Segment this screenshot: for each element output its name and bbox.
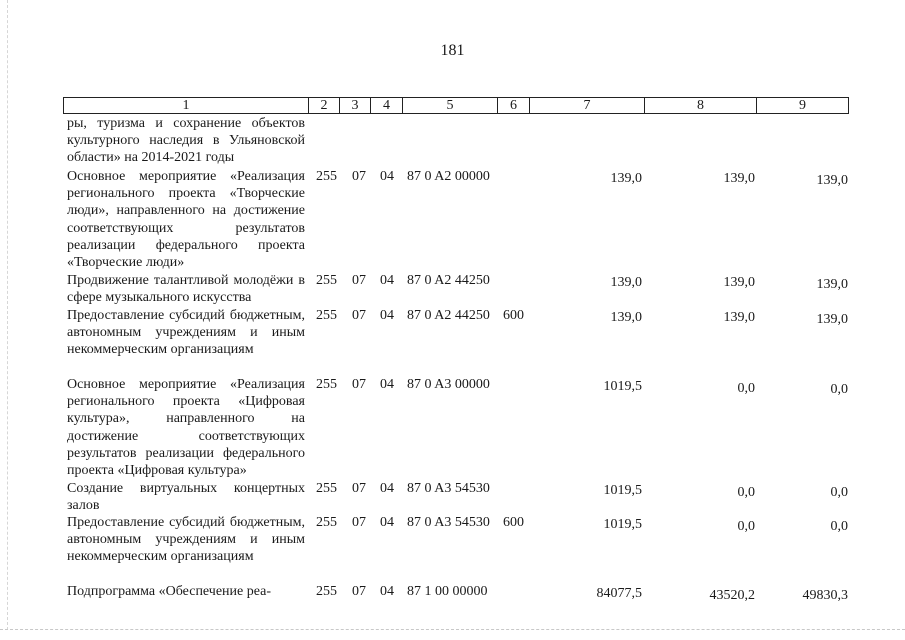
header-col-8: 8 (645, 98, 757, 113)
row-value-col8: 0,0 (737, 485, 755, 500)
row-value-col9: 139,0 (816, 173, 848, 188)
row-cs-code: 87 0 A2 44250 (407, 273, 490, 288)
row-value-col9: 49830,3 (802, 588, 848, 603)
row-value-col9: 139,0 (816, 312, 848, 327)
header-col-1: 1 (64, 98, 309, 113)
row-name: Основное мероприятие «Реализация регионального проекта «Творческие люди», направленного на достижение соответствующих результатов реализации федерального проекта «Творческие люди» (67, 169, 305, 271)
row-cs-code: 87 1 00 00000 (407, 584, 488, 599)
row-pr-code: 04 (380, 308, 394, 323)
row-name: ры, туризма и сохранение объектов культурного наследия в Ульяновской области» на 2014-2021 годы (67, 116, 305, 166)
row-gr-code: 255 (316, 169, 337, 184)
row-rz-code: 07 (352, 481, 366, 496)
row-name: Основное мероприятие «Реализация регионального проекта «Цифровая культура», направленного на достижение соответствующих результатов реализации федерального проекта «Цифровая культура» (67, 377, 305, 479)
row-value-col8: 139,0 (723, 171, 755, 186)
row-name: Продвижение талантливой молодёжи в сфере музыкального искусства (67, 273, 305, 306)
row-pr-code: 04 (380, 584, 394, 599)
row-gr-code: 255 (316, 273, 337, 288)
row-pr-code: 04 (380, 481, 394, 496)
row-gr-code: 255 (316, 584, 337, 599)
table-header-row (63, 97, 849, 114)
row-value-col9: 0,0 (830, 485, 848, 500)
row-value-col8: 43520,2 (709, 588, 755, 603)
row-rz-code: 07 (352, 273, 366, 288)
row-pr-code: 04 (380, 273, 394, 288)
row-value-col8: 0,0 (737, 381, 755, 396)
row-rz-code: 07 (352, 377, 366, 392)
row-cs-code: 87 0 A3 54530 (407, 481, 490, 496)
row-cs-code: 87 0 A3 00000 (407, 377, 490, 392)
row-rz-code: 07 (352, 584, 366, 599)
header-col-4: 4 (371, 98, 403, 113)
row-value-col7: 84077,5 (596, 586, 642, 601)
row-pr-code: 04 (380, 169, 394, 184)
header-col-5: 5 (403, 98, 498, 113)
row-gr-code: 255 (316, 377, 337, 392)
row-gr-code: 255 (316, 515, 337, 530)
header-col-7: 7 (530, 98, 645, 113)
row-value-col9: 0,0 (830, 519, 848, 534)
row-cs-code: 87 0 A3 54530 (407, 515, 490, 530)
row-vr-code: 600 (503, 308, 524, 323)
header-col-2: 2 (309, 98, 340, 113)
row-value-col8: 139,0 (723, 310, 755, 325)
row-name: Подпрограмма «Обеспечение реа- (67, 584, 272, 599)
row-cs-code: 87 0 A2 44250 (407, 308, 490, 323)
row-rz-code: 07 (352, 515, 366, 530)
row-gr-code: 255 (316, 481, 337, 496)
row-vr-code: 600 (503, 515, 524, 530)
scan-left-edge (7, 0, 8, 630)
header-col-6: 6 (498, 98, 530, 113)
row-value-col9: 0,0 (830, 382, 848, 397)
row-value-col8: 0,0 (737, 519, 755, 534)
scan-bottom-edge (0, 629, 905, 630)
row-cs-code: 87 0 A2 00000 (407, 169, 490, 184)
row-gr-code: 255 (316, 308, 337, 323)
row-value-col8: 139,0 (723, 275, 755, 290)
page-number: 181 (440, 42, 465, 59)
row-rz-code: 07 (352, 169, 366, 184)
row-name: Создание виртуальных концертных залов (67, 481, 305, 514)
header-col-3: 3 (340, 98, 371, 113)
row-name: Предоставление субсидий бюджетным, автономным учреждениям и иным некоммерческим организациям (67, 308, 305, 358)
row-pr-code: 04 (380, 377, 394, 392)
row-value-col7: 1019,5 (603, 483, 642, 498)
row-name: Предоставление субсидий бюджетным, автономным учреждениям и иным некоммерческим организациям (67, 515, 305, 565)
row-rz-code: 07 (352, 308, 366, 323)
row-value-col7: 1019,5 (603, 379, 642, 394)
row-value-col7: 139,0 (610, 171, 642, 186)
row-value-col7: 1019,5 (603, 517, 642, 532)
row-value-col9: 139,0 (816, 277, 848, 292)
row-value-col7: 139,0 (610, 275, 642, 290)
row-value-col7: 139,0 (610, 310, 642, 325)
row-pr-code: 04 (380, 515, 394, 530)
header-col-9: 9 (799, 98, 806, 113)
